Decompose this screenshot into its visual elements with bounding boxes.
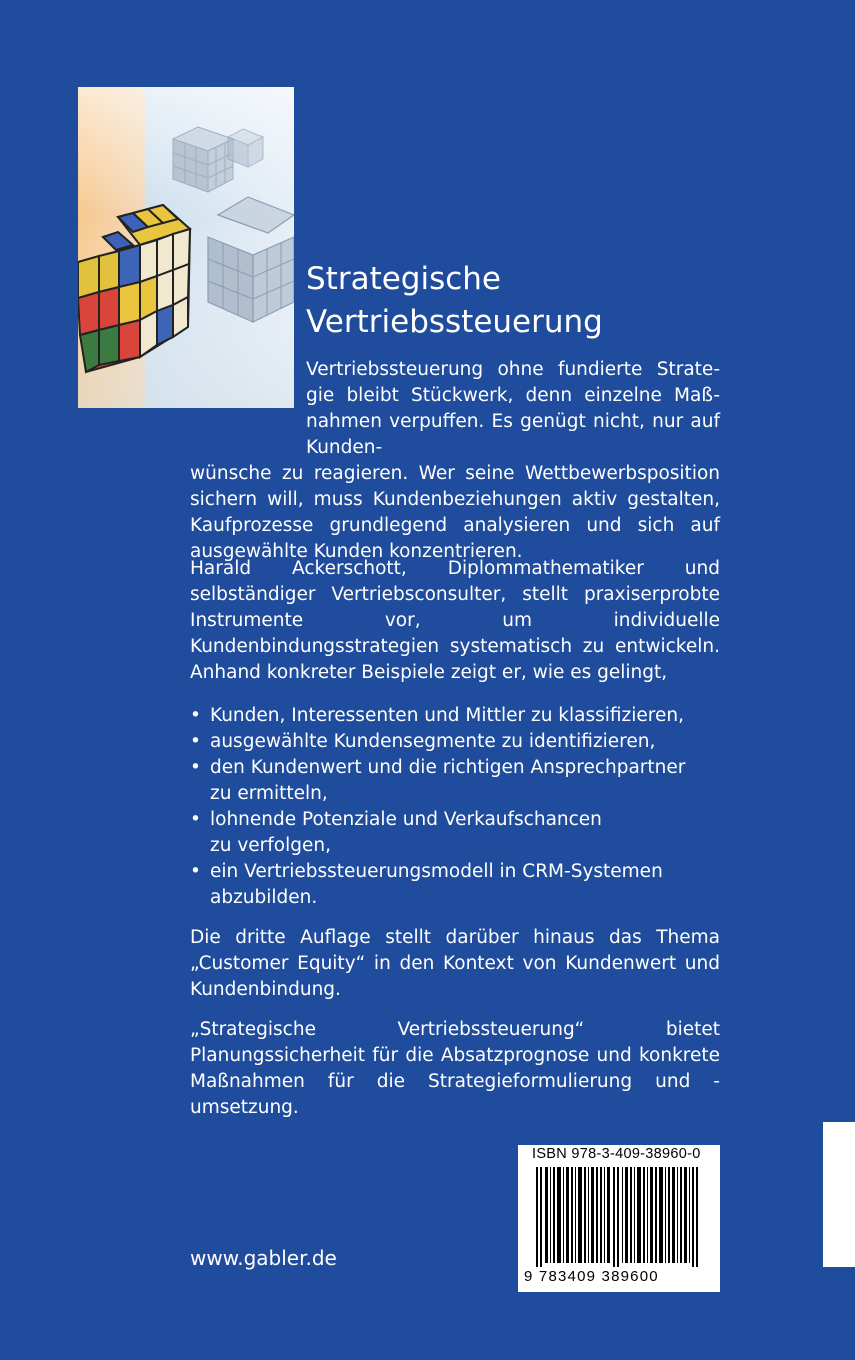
list-item: • Kunden, Interessenten und Mittler zu klassifizieren, (190, 705, 684, 726)
edition-paragraph: Die dritte Auflage stellt darüber hinaus das Thema „Customer Equity“ in den Kontext von Kundenwert und Kundenbindung. (190, 927, 720, 1000)
intro-paragraph-rest: wünsche zu reagieren. Wer seine Wettbewerbsposition sichern will, muss Kundenbeziehungen aktiv gestalten, Kaufprozesse grundlegend analysieren und sich auf ausgewählte Kunden konzentrieren. (190, 463, 720, 562)
title-line-1: Strategische (306, 261, 502, 297)
intro-paragraph-start (306, 357, 720, 409)
small-cube-graphic (173, 127, 233, 192)
list-item: • ausgewählte Kundensegmente zu identifizieren, (190, 731, 656, 752)
author-paragraph: Harald Ackerschott, Diplommathematiker und selbständiger Vertriebsconsulter, stellt praxiserprobte Instrumente vor, um individuelle Kundenbindungsstrategien systematisch zu entwickeln. Anhand konkreter Beispiele zeigt er, wie es gelingt, (190, 558, 720, 683)
intro-line-1: Vertriebssteuerung ohne fundierte Strate- (306, 359, 720, 380)
isbn-label: ISBN 978-3-409-38960-0 (532, 1146, 701, 1162)
closing-paragraph: „Strategische Vertriebssteuerung“ bietet Planungssicherheit für die Absatzprognose und konkrete Maßnahmen für die Strategieformulierung und -umsetzung. (190, 1019, 720, 1118)
publisher-website-link[interactable]: www.gabler.de (190, 1246, 337, 1270)
list-item: • lohnende Potenziale und Verkaufschancen zu verfolgen, (190, 809, 602, 856)
isbn-barcode-box (518, 1145, 720, 1292)
white-edge-tab (823, 1122, 855, 1267)
list-item: • ein Vertriebssteuerungsmodell in CRM-Systemen abzubilden. (190, 861, 663, 908)
feature-list (190, 703, 730, 911)
cover-illustration (78, 87, 294, 408)
large-cube-graphic (208, 197, 294, 322)
barcode-graphic (518, 1167, 720, 1267)
list-item: • den Kundenwert und die richtigen Ansprechpartner zu ermitteln, (190, 757, 686, 804)
barcode-digits: 9 783409 389600 (524, 1268, 659, 1285)
intro-paragraph-continued (190, 409, 720, 565)
intro-line-2: gie bleibt Stückwerk, denn einzelne Maß- (306, 385, 720, 406)
title-line-2: Vertriebssteuerung (306, 304, 603, 340)
intro-line-3: nahmen verpuffen. Es genügt nicht, nur auf Kunden- (306, 411, 720, 458)
book-title (306, 258, 726, 344)
